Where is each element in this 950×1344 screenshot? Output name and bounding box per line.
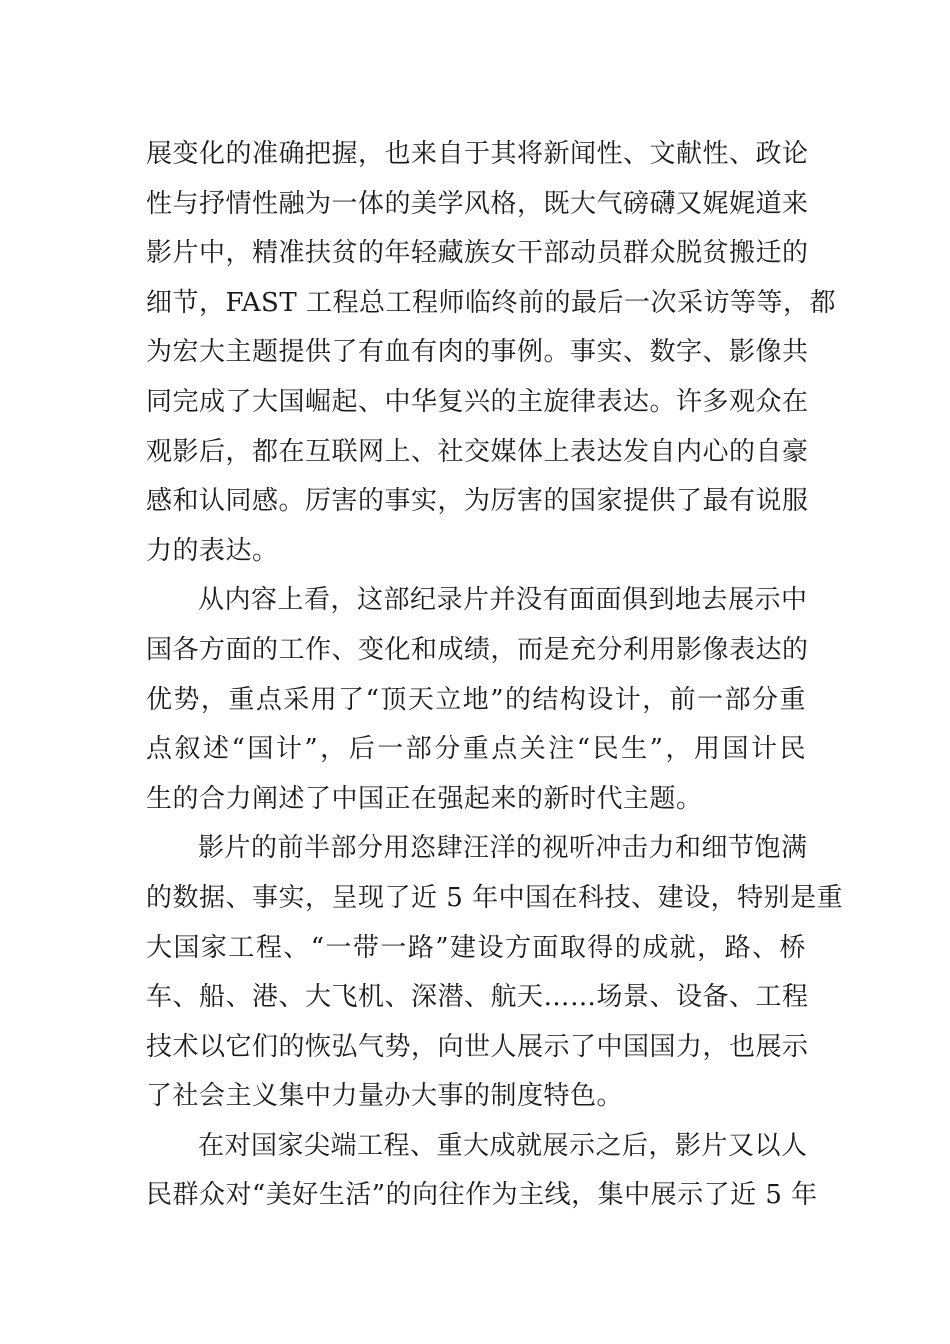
- text-line: 感和认同感。厉害的事实，为厉害的国家提供了最有说服: [146, 486, 809, 517]
- text-line: 影片中，精准扶贫的年轻藏族女干部动员群众脱贫搬迁的: [146, 238, 809, 269]
- text-line: 大国家工程、“一带一路”建设方面取得的成就，路、桥: [146, 932, 806, 963]
- text-line: 在对国家尖端工程、重大成就展示之后，影片又以人: [198, 1130, 808, 1161]
- text-line: 的数据、事实，呈现了近 5 年中国在科技、建设，特别是重: [146, 882, 844, 913]
- text-line: 技术以它们的恢弘气势，向世人展示了中国国力，也展示: [146, 1031, 809, 1062]
- paragraph: [146, 130, 836, 576]
- text-line: 细节，FAST 工程总工程师临终前的最后一次采访等等，都: [146, 287, 836, 318]
- text-line: 观影后，都在互联网上、社交媒体上表达发自内心的自豪: [146, 436, 809, 467]
- text-line: 优势，重点采用了“顶天立地”的结构设计，前一部分重: [146, 684, 806, 715]
- text-line: 展变化的准确把握，也来自于其将新闻性、文献性、政论: [146, 139, 809, 169]
- paragraph: [146, 824, 844, 1122]
- text-line: 影片的前半部分用恣肆汪洋的视听冲击力和细节饱满: [198, 833, 808, 864]
- text-line: 性与抒情性融为一体的美学风格，既大气磅礴又娓娓道来: [146, 188, 809, 219]
- text-line: 点叙述“国计”，后一部分重点关注“民生”，用国计民: [146, 734, 806, 765]
- text-line: 从内容上看，这部纪录片并没有面面俱到地去展示中: [198, 585, 808, 616]
- document-body: [146, 130, 844, 1221]
- text-line: 了社会主义集中力量办大事的制度特色。: [146, 1081, 624, 1112]
- text-line: 车、船、港、大飞机、深潜、航天……场景、设备、工程: [146, 982, 809, 1013]
- paragraph: [146, 576, 809, 824]
- text-line: 为宏大主题提供了有血有肉的事例。事实、数字、影像共: [146, 337, 809, 368]
- text-line: 力的表达。: [146, 535, 279, 566]
- text-line: 同完成了大国崛起、中华复兴的主旋律表达。许多观众在: [146, 386, 809, 417]
- paragraph: [146, 1122, 818, 1221]
- text-line: 民群众对“美好生活”的向往作为主线，集中展示了近 5 年: [146, 1180, 818, 1211]
- text-line: 国各方面的工作、变化和成绩，而是充分利用影像表达的: [146, 634, 809, 665]
- text-line: 生的合力阐述了中国正在强起来的新时代主题。: [146, 783, 703, 814]
